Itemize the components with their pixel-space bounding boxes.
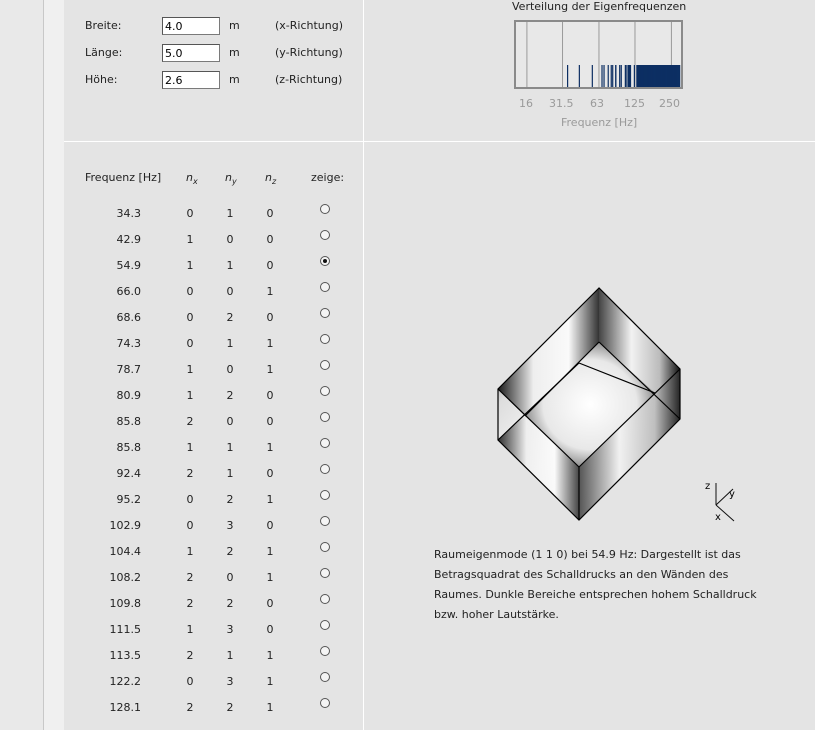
header-nz: $n_z$ (265, 171, 277, 187)
mode-show-radio[interactable] (320, 672, 330, 682)
distribution-bar (608, 65, 609, 87)
mode-nz: 0 (266, 467, 274, 480)
width-input[interactable] (162, 17, 220, 35)
mode-frequency: 54.9 (116, 259, 141, 272)
mode-ny: 2 (226, 701, 234, 714)
mode-ny: 2 (226, 545, 234, 558)
mode-show-radio[interactable] (320, 568, 330, 578)
mode-row (85, 415, 355, 441)
mode-nx: 2 (186, 571, 194, 584)
mode-nz: 0 (266, 233, 274, 246)
mode-ny: 3 (226, 623, 234, 636)
mode-description: Raumeigenmode (1 1 0) bei 54.9 Hz: Dargestellt ist das Betragsquadrat des Schalldrucks an den Wänden des Raumes. Dunkle Bereiche entsprechen hohem Schalldruck bzw. hoher Lautstärke. (434, 548, 757, 621)
mode-ny: 3 (226, 519, 234, 532)
axis-y-label: y (729, 489, 735, 500)
distribution-xlabel: Frequenz [Hz] (561, 116, 638, 129)
distribution-plot (514, 20, 683, 89)
header-nx: $n_x$ (186, 171, 198, 187)
mode-nz: 1 (266, 701, 274, 714)
right-margin (815, 0, 840, 730)
mode-frequency: 108.2 (109, 571, 141, 584)
width-axis-hint: (x-Richtung) (275, 19, 344, 32)
mode-nx: 0 (186, 519, 194, 532)
mode-show-radio[interactable] (320, 334, 330, 344)
mode-row (85, 519, 355, 545)
mode-nx: 2 (186, 467, 194, 480)
mode-row (85, 571, 355, 597)
height-axis-hint: (z-Richtung) (275, 73, 343, 86)
mode-ny: 1 (226, 441, 234, 454)
mode-frequency: 95.2 (116, 493, 141, 506)
mode-nx: 1 (186, 545, 194, 558)
mode-nx: 0 (186, 675, 194, 688)
distribution-bar (611, 65, 612, 87)
mode-row (85, 597, 355, 623)
mode-row (85, 363, 355, 389)
tick-label-63: 63 (590, 97, 604, 110)
mode-nx: 2 (186, 415, 194, 428)
mode-ny: 1 (226, 337, 234, 350)
distribution-bar (619, 65, 620, 87)
mode-show-radio[interactable] (320, 438, 330, 448)
mode-nz: 0 (266, 415, 274, 428)
axis-z-label: z (705, 481, 711, 492)
mode-frequency: 34.3 (116, 207, 141, 220)
mode-ny: 0 (226, 415, 234, 428)
mode-nx: 1 (186, 233, 194, 246)
mode-nx: 0 (186, 285, 194, 298)
mode-nz: 1 (266, 545, 274, 558)
tick-label-31-5: 31.5 (549, 97, 574, 110)
header-frequency: Frequenz [Hz] (85, 171, 162, 184)
mode-frequency: 78.7 (116, 363, 141, 376)
width-unit: m (229, 19, 240, 32)
mode-show-radio[interactable] (320, 412, 330, 422)
mode-ny: 0 (226, 233, 234, 246)
distribution-bar (612, 65, 613, 87)
mode-nx: 1 (186, 363, 194, 376)
mode-show-radio[interactable] (320, 282, 330, 292)
mode-show-radio[interactable] (320, 464, 330, 474)
header-ny: $n_y$ (225, 171, 237, 187)
mode-nx: 2 (186, 649, 194, 662)
mode-nz: 0 (266, 207, 274, 220)
mode-ny: 2 (226, 493, 234, 506)
mode-ny: 0 (226, 285, 234, 298)
mode-frequency: 104.4 (109, 545, 141, 558)
length-axis-hint: (y-Richtung) (275, 46, 343, 59)
mode-nx: 0 (186, 493, 194, 506)
mode-show-radio[interactable] (320, 256, 330, 266)
mode-nz: 0 (266, 389, 274, 402)
mode-row (85, 233, 355, 259)
distribution-bars (516, 22, 681, 87)
mode-nz: 0 (266, 259, 274, 272)
mode-nz: 0 (266, 311, 274, 324)
mode-show-radio[interactable] (320, 204, 330, 214)
distribution-bar (634, 65, 635, 87)
mode-ny: 2 (226, 597, 234, 610)
mode-nz: 1 (266, 675, 274, 688)
mode-nx: 0 (186, 337, 194, 350)
room-mode-visualization (495, 285, 687, 525)
mode-nx: 1 (186, 441, 194, 454)
distribution-bar (615, 65, 616, 87)
mode-nx: 1 (186, 389, 194, 402)
mode-row (85, 337, 355, 363)
mode-row (85, 259, 355, 285)
mode-row (85, 545, 355, 571)
distribution-bar (626, 65, 627, 87)
mode-show-radio[interactable] (320, 698, 330, 708)
mode-frequency: 80.9 (116, 389, 141, 402)
mode-nz: 1 (266, 441, 274, 454)
mode-show-radio[interactable] (320, 490, 330, 500)
tick-label-250: 250 (659, 97, 680, 110)
mode-nz: 1 (266, 493, 274, 506)
mode-ny: 1 (226, 467, 234, 480)
mode-frequency: 68.6 (116, 311, 141, 324)
mode-row (85, 675, 355, 701)
mode-nz: 0 (266, 623, 274, 636)
mode-ny: 1 (226, 207, 234, 220)
distribution-bar (621, 65, 622, 87)
mode-nz: 1 (266, 285, 274, 298)
length-input[interactable] (162, 44, 220, 62)
mode-row (85, 649, 355, 675)
mode-ny: 2 (226, 389, 234, 402)
mode-row (85, 493, 355, 519)
distribution-bar (567, 65, 568, 87)
mode-show-radio[interactable] (320, 308, 330, 318)
mode-frequency: 109.8 (109, 597, 141, 610)
distribution-bar (601, 65, 602, 87)
mode-frequency: 92.4 (116, 467, 141, 480)
height-label: Höhe: (85, 73, 118, 86)
height-input[interactable] (162, 71, 220, 89)
mode-show-radio[interactable] (320, 542, 330, 552)
length-unit: m (229, 46, 240, 59)
mode-row (85, 207, 355, 233)
mode-nx: 2 (186, 701, 194, 714)
width-label: Breite: (85, 19, 122, 32)
mode-nz: 0 (266, 519, 274, 532)
mode-nz: 1 (266, 649, 274, 662)
mode-row (85, 311, 355, 337)
mode-row (85, 467, 355, 493)
mode-row (85, 441, 355, 467)
mode-nx: 1 (186, 623, 194, 636)
mode-nx: 1 (186, 259, 194, 272)
mode-frequency: 66.0 (116, 285, 141, 298)
mode-ny: 0 (226, 363, 234, 376)
length-label: Länge: (85, 46, 123, 59)
mode-show-radio[interactable] (320, 646, 330, 656)
mode-show-radio[interactable] (320, 360, 330, 370)
mode-nz: 1 (266, 363, 274, 376)
mode-nz: 1 (266, 571, 274, 584)
mode-frequency: 85.8 (116, 441, 141, 454)
distribution-bar (630, 65, 631, 87)
distribution-bar (603, 65, 604, 87)
mode-nz: 1 (266, 337, 274, 350)
tick-label-125: 125 (624, 97, 645, 110)
mode-frequency: 85.8 (116, 415, 141, 428)
mode-show-radio[interactable] (320, 230, 330, 240)
mode-frequency: 42.9 (116, 233, 141, 246)
mode-nx: 0 (186, 207, 194, 220)
mode-ny: 0 (226, 571, 234, 584)
mode-row (85, 701, 355, 727)
mode-show-radio[interactable] (320, 386, 330, 396)
tick-label-16: 16 (519, 97, 533, 110)
distribution-bar (592, 65, 593, 87)
mode-frequency: 102.9 (109, 519, 141, 532)
axis-indicator (700, 475, 745, 525)
mode-nx: 0 (186, 311, 194, 324)
mode-frequency: 122.2 (109, 675, 141, 688)
column-divider (363, 0, 364, 730)
height-unit: m (229, 73, 240, 86)
mode-show-radio[interactable] (320, 594, 330, 604)
distribution-bar (579, 65, 580, 87)
mode-nz: 0 (266, 597, 274, 610)
mode-ny: 2 (226, 311, 234, 324)
mode-frequency: 113.5 (109, 649, 141, 662)
mode-row (85, 285, 355, 311)
mode-show-radio[interactable] (320, 516, 330, 526)
section-divider (64, 141, 815, 142)
mode-ny: 1 (226, 259, 234, 272)
distribution-title: Verteilung der Eigenfrequenzen (512, 0, 687, 13)
mode-row (85, 389, 355, 415)
axis-x-label: x (715, 512, 721, 523)
mode-show-radio[interactable] (320, 620, 330, 630)
mode-frequency: 128.1 (109, 701, 141, 714)
mode-frequency: 111.5 (109, 623, 141, 636)
header-show: zeige: (311, 171, 345, 184)
mode-nx: 2 (186, 597, 194, 610)
distribution-bar (679, 65, 680, 87)
mode-ny: 3 (226, 675, 234, 688)
mode-ny: 1 (226, 649, 234, 662)
mode-row (85, 623, 355, 649)
mode-frequency: 74.3 (116, 337, 141, 350)
left-margin (0, 0, 44, 730)
